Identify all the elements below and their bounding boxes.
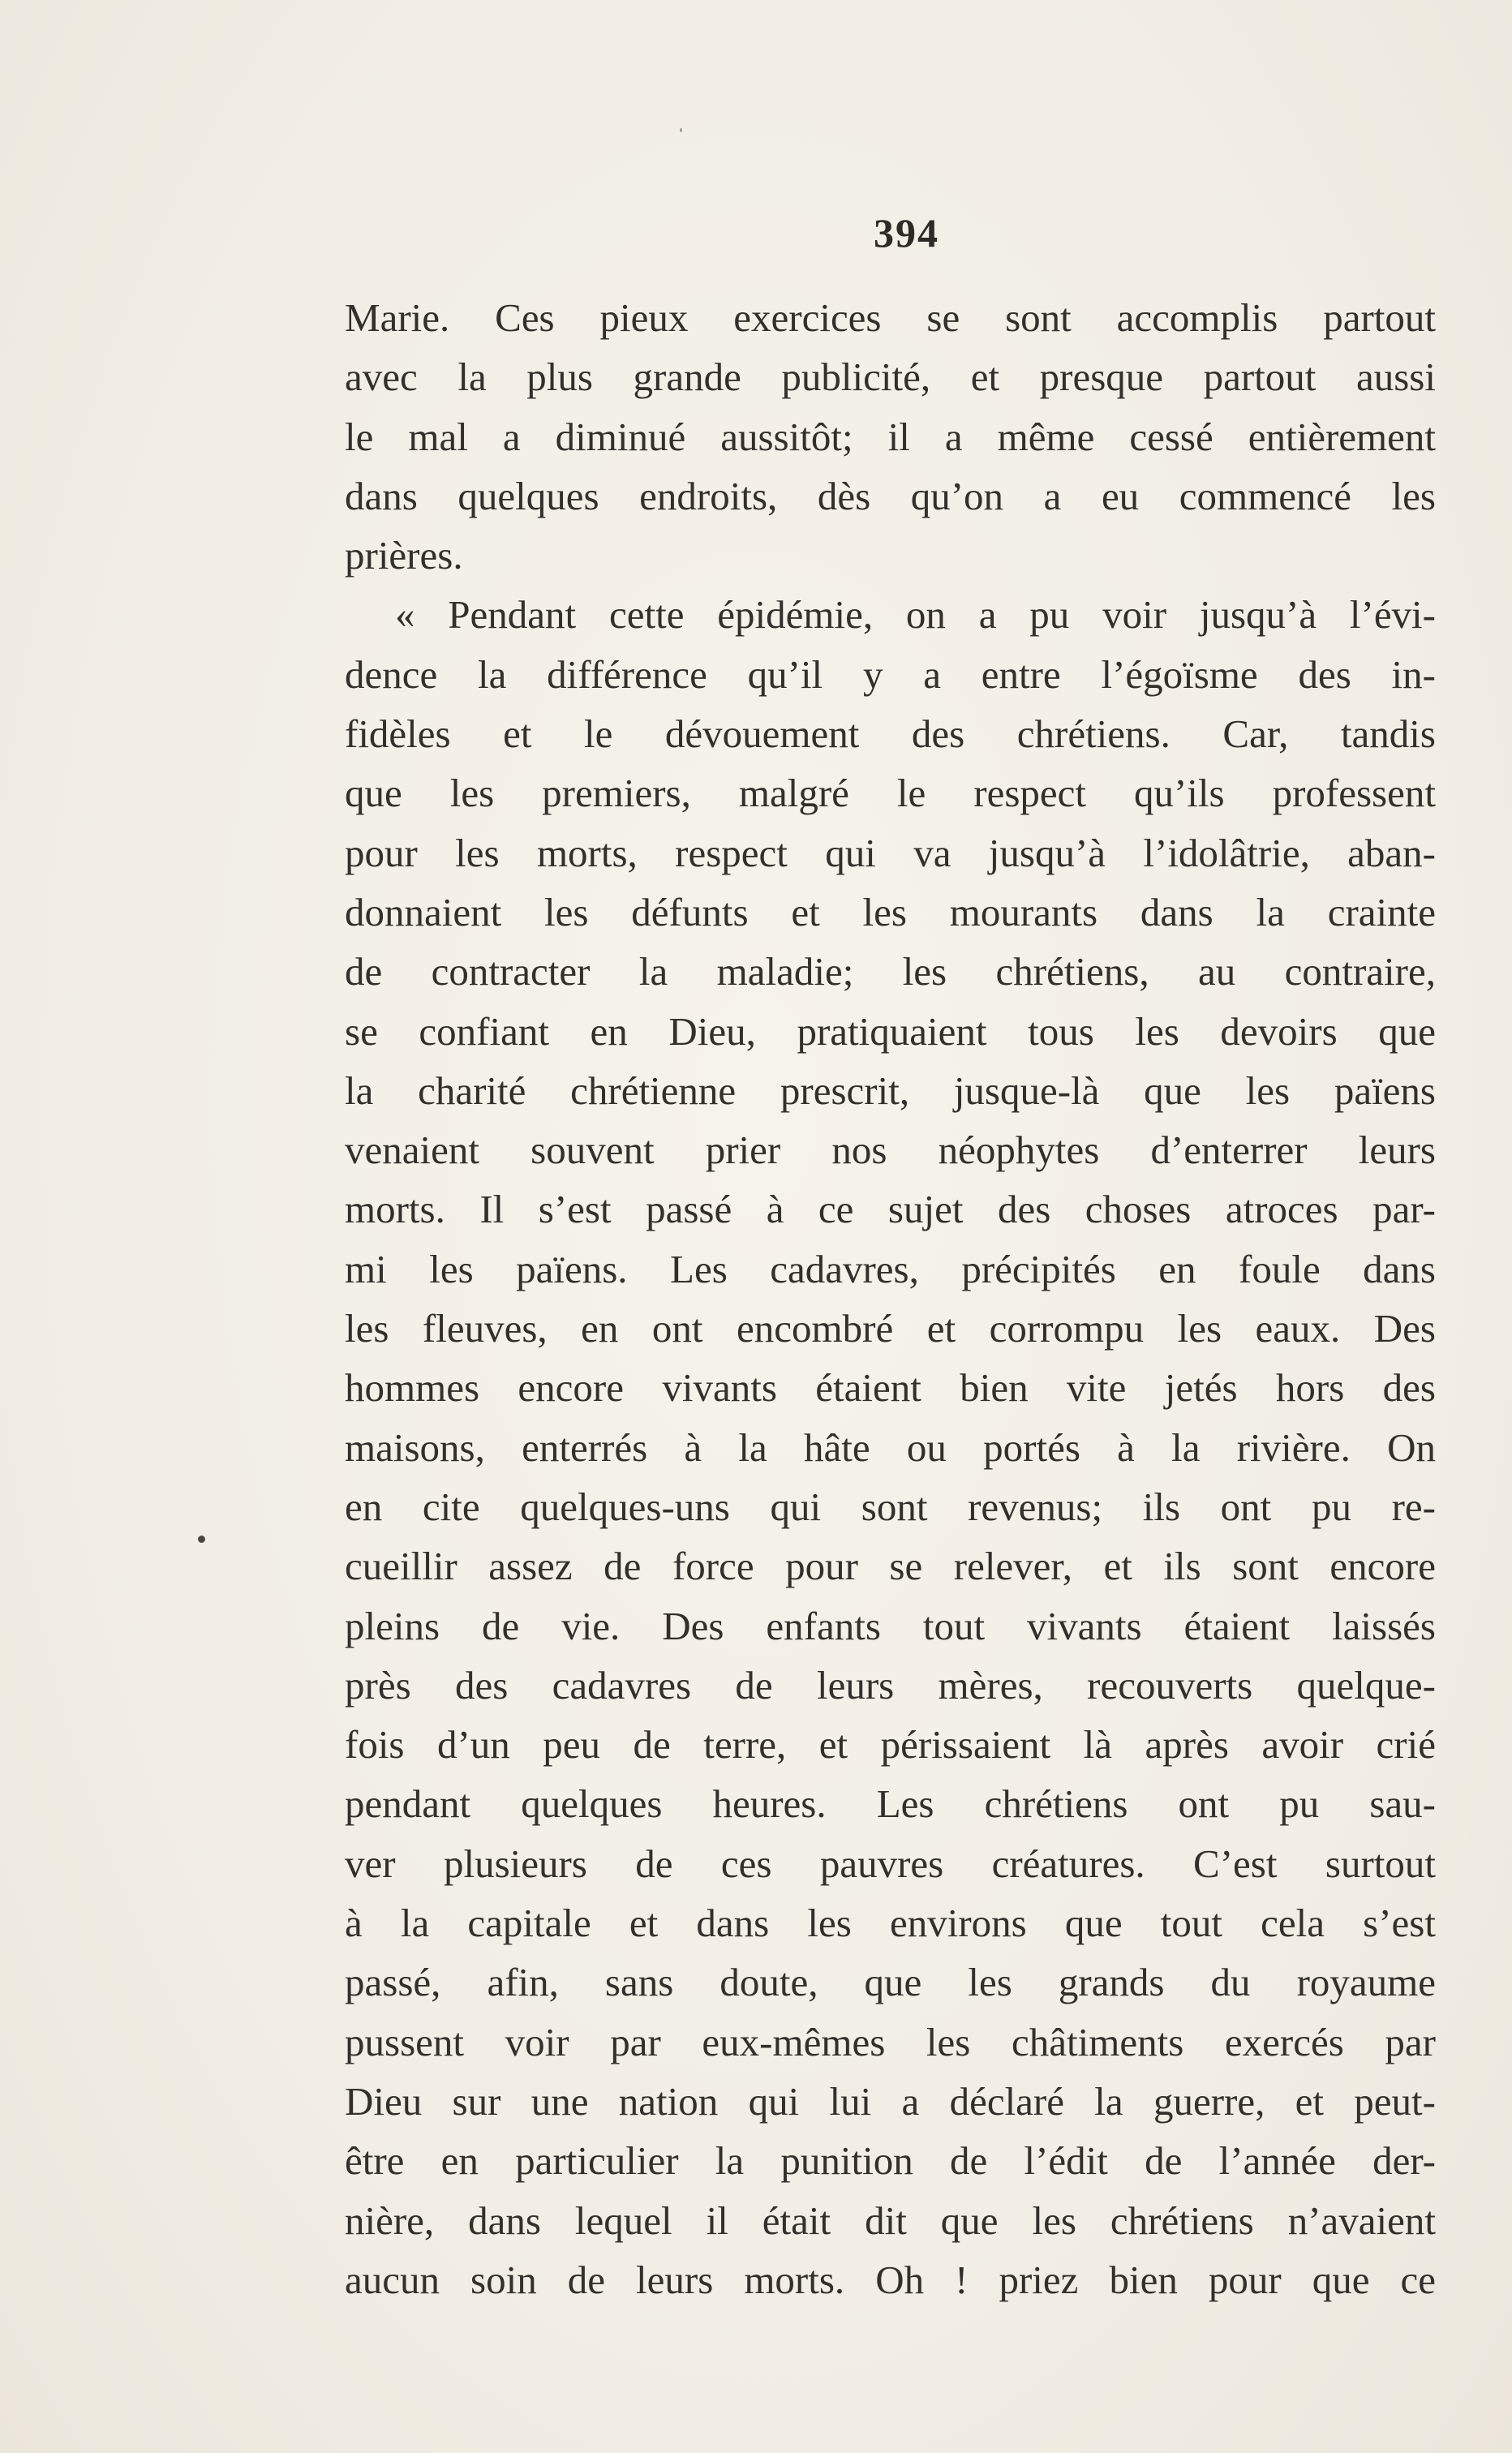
text-line: aucun soin de leurs morts. Oh ! priez bien pour que ce: [345, 2257, 1436, 2302]
text-line: dence la différence qu’il y a entre l’égoïsme des in-: [345, 651, 1436, 697]
text-line: fidèles et le dévouement des chrétiens. Car, tandis: [345, 711, 1436, 757]
text-line: maisons, enterrés à la hâte ou portés à la rivière. On: [345, 1424, 1436, 1470]
text-line: passé, afin, sans doute, que les grands du royaume: [345, 1960, 1436, 2005]
text-line: à la capitale et dans les environs que tout cela s’est: [345, 1901, 1436, 1946]
text-line: prières.: [345, 533, 463, 578]
text-line: mi les païens. Les cadavres, précipités en foule dans: [345, 1246, 1436, 1291]
body-text: [345, 288, 1436, 2309]
text-line: nière, dans lequel il était dit que les chrétiens n’avaient: [345, 2197, 1436, 2243]
text-line: la charité chrétienne prescrit, jusque-là que les païens: [345, 1068, 1436, 1113]
text-line: le mal a diminué aussitôt; il a même cessé entièrement: [345, 414, 1436, 459]
text-line: morts. Il s’est passé à ce sujet des choses atroces par-: [345, 1187, 1436, 1232]
text-line: ver plusieurs de ces pauvres créatures. C’est surtout: [345, 1841, 1436, 1886]
text-line: de contracter la maladie; les chrétiens, au contraire,: [345, 949, 1436, 995]
text-line: près des cadavres de leurs mères, recouverts quelque-: [345, 1662, 1436, 1708]
ink-speck: [198, 1536, 205, 1543]
text-line: donnaient les défunts et les mourants dans la crainte: [345, 889, 1436, 934]
text-line: avec la plus grande publicité, et presque partout aussi: [345, 354, 1436, 400]
text-line: dans quelques endroits, dès qu’on a eu commencé les: [345, 473, 1436, 518]
text-line: être en particulier la punition de l’édit de l’année der-: [345, 2138, 1436, 2184]
text-line: Marie. Ces pieux exercices se sont accomplis partout: [345, 295, 1436, 340]
text-line: fois d’un peu de terre, et périssaient là après avoir crié: [345, 1722, 1436, 1768]
text-line: cueillir assez de force pour se relever, et ils sont encore: [345, 1544, 1436, 1589]
text-line: pendant quelques heures. Les chrétiens ont pu sau-: [345, 1781, 1436, 1827]
text-line: Dieu sur une nation qui lui a déclaré la guerre, et peut-: [345, 2078, 1436, 2124]
text-line: pleins de vie. Des enfants tout vivants étaient laissés: [345, 1603, 1436, 1648]
text-line: pour les morts, respect qui va jusqu’à l’idolâtrie, aban-: [345, 830, 1436, 875]
ink-speck: [680, 128, 682, 132]
text-line: les fleuves, en ont encombré et corrompu les eaux. Des: [345, 1306, 1436, 1351]
text-line: venaient souvent prier nos néophytes d’enterrer leurs: [345, 1128, 1436, 1173]
text-line: que les premiers, malgré le respect qu’ils professent: [345, 771, 1436, 816]
page-number: 394: [874, 210, 939, 256]
text-line: en cite quelques-uns qui sont revenus; ils ont pu re-: [345, 1484, 1436, 1529]
text-line: pussent voir par eux-mêmes les châtiments exercés par: [345, 2019, 1436, 2064]
text-line: se confiant en Dieu, pratiquaient tous les devoirs que: [345, 1008, 1436, 1054]
text-line: hommes encore vivants étaient bien vite jetés hors des: [345, 1365, 1436, 1411]
text-line: « Pendant cette épidémie, on a pu voir jusqu’à l’évi-: [395, 592, 1436, 638]
